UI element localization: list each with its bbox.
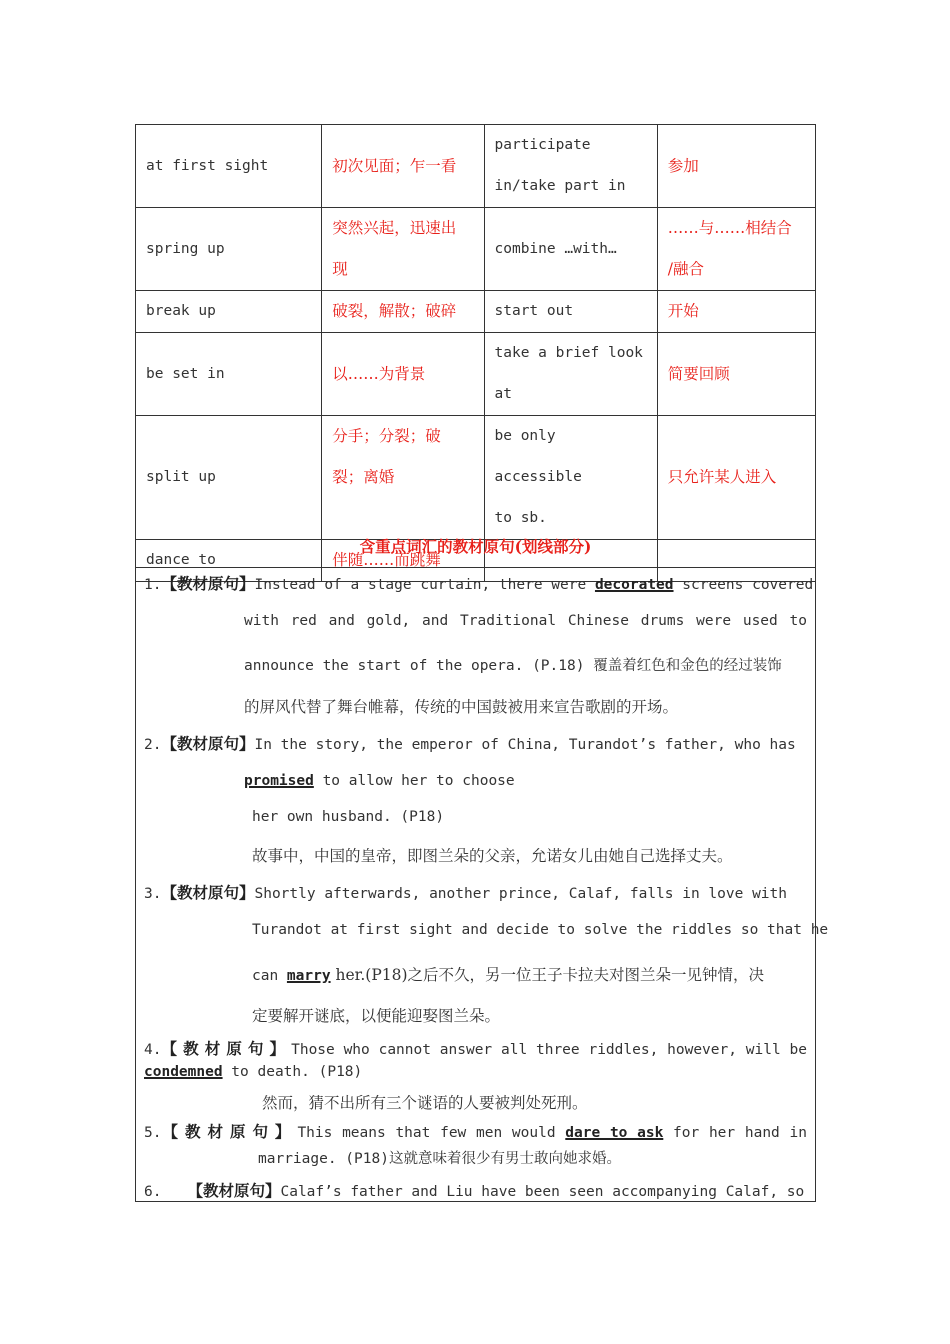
sentence-2-line-2: promised to allow her to choose [244, 773, 515, 789]
sentence-5-line-1: 5.【教材原句】This means that few men would dare to ask for her hand in [144, 1122, 807, 1141]
keyword-condemned: condemned [144, 1064, 223, 1080]
keyword-decorated: decorated [594, 577, 674, 593]
textbook-sentences-section [135, 527, 829, 1202]
table-row [136, 333, 816, 416]
sentence-4-line-3: 然而，猜不出所有三个谜语的人要被判处死刑。 [262, 1094, 588, 1112]
sentence-3-line-2: Turandot at first sight and decide to solve the riddles so that he [252, 922, 829, 938]
phrase-cell: combine …with… [484, 208, 657, 291]
sentence-2-line-3: her own husband. (P18) [252, 809, 445, 825]
section-title: 含重点词汇的教材原句(划线部分) [136, 527, 815, 568]
phrase-cell: dance to [136, 540, 322, 582]
meaning-cell: 简要回顾 [657, 333, 815, 416]
phrase-cell: take a brief look at [484, 333, 657, 416]
meaning-cell: 只允许某人进入 [657, 416, 815, 540]
sentence-6-line-1: 6. 【教材原句】Calaf’s father and Liu have been seen accompanying Calaf, so [144, 1181, 805, 1200]
phrase-cell: at first sight [136, 125, 322, 208]
table-row [136, 416, 816, 540]
sentence-1-line-4: 的屏风代替了舞台帷幕，传统的中国鼓被用来宣告歌剧的开场。 [244, 698, 679, 716]
sentence-2-line-1: 2.【教材原句】In the story, the emperor of China, Turandot’s father, who has [144, 734, 796, 753]
meaning-cell: 突然兴起，迅速出 现 [322, 208, 484, 291]
phrase-cell: start out [484, 291, 657, 333]
meaning-cell: 参加 [657, 125, 815, 208]
sentence-2-line-4: 故事中，中国的皇帝，即图兰朵的父亲，允诺女儿由她自己选择丈夫。 [252, 847, 733, 865]
meaning-cell: 开始 [657, 291, 815, 333]
meaning-cell: 伴随……而跳舞 [322, 540, 484, 582]
phrase-cell: split up [136, 416, 322, 540]
table-row [136, 291, 816, 333]
sentence-5-line-2: marriage. (P18)这就意味着很少有男士敢向她求婚。 [258, 1151, 621, 1167]
keyword-promised: promised [244, 773, 314, 789]
phrase-cell: be set in [136, 333, 322, 416]
phrase-cell: participate in/take part in [484, 125, 657, 208]
vocabulary-table [135, 124, 816, 582]
sentence-1-line-2: with red and gold, and Traditional Chinese drums were used to [244, 613, 807, 629]
sentence-4-line-1: 4.【教材原句】Those who cannot answer all three riddles, however, will be [144, 1039, 807, 1058]
meaning-cell: 初次见面；乍一看 [322, 125, 484, 208]
phrase-cell: break up [136, 291, 322, 333]
keyword-marry: marry [286, 968, 331, 984]
phrase-cell: spring up [136, 208, 322, 291]
table-row [136, 208, 816, 291]
phrase-cell: be only accessible to sb. [484, 416, 657, 540]
meaning-cell: 分手；分裂；破 裂；离婚 [322, 416, 484, 540]
sentence-3-line-1: 3.【教材原句】Shortly afterwards, another prince, Calaf, falls in love with [144, 883, 787, 902]
meaning-cell: 破裂，解散；破碎 [322, 291, 484, 333]
sentence-1-line-1: 1.【教材原句】Instead of a stage curtain, there were decorated screens covered [144, 574, 814, 593]
sentence-4-line-2: condemned to death. (P18) [144, 1064, 363, 1080]
keyword-dare-to-ask: dare to ask [565, 1125, 664, 1141]
sentence-1-line-3: announce the start of the opera. (P.18) 覆盖着红色和金色的经过装饰 [244, 658, 782, 674]
meaning-cell: ……与……相结合 /融合 [657, 208, 815, 291]
sentence-3-line-3: can marry her.(P18)之后不久，另一位王子卡拉夫对图兰朵一见钟情，决 [252, 966, 765, 984]
table-row [136, 125, 816, 208]
sentence-3-line-4: 定要解开谜底，以便能迎娶图兰朵。 [252, 1007, 501, 1025]
meaning-cell: 以……为背景 [322, 333, 484, 416]
